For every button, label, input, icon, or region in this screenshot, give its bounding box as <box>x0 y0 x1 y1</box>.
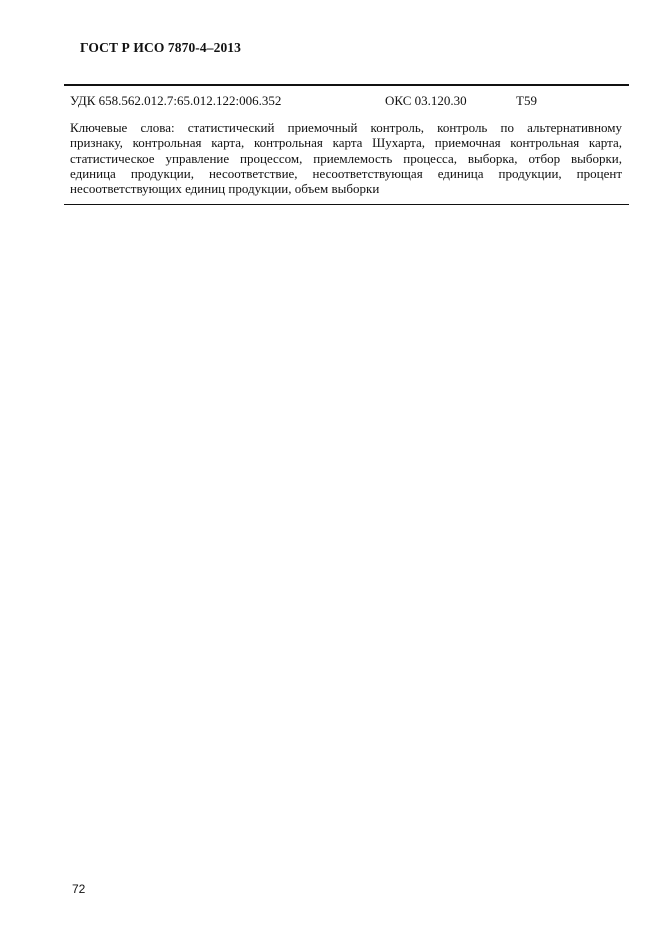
udk-code: УДК 658.562.012.7:65.012.122:006.352 <box>70 93 282 108</box>
keywords-line: Ключевые слова: статистический приемочный контроль, контроль по альтернативному <box>70 120 622 135</box>
keywords-line: несоответствующих единиц продукции, объем выборки <box>70 181 380 197</box>
classification-code: Т59 <box>516 93 537 108</box>
oks-code: ОКС 03.120.30 <box>385 93 467 108</box>
keywords-line: статистическое управление процессом, приемлемость процесса, выборка, отбор выборки, <box>70 150 622 166</box>
keywords-line: единица продукции, несоответствие, несоответствующая единица продукции, процент <box>70 165 622 181</box>
keywords-paragraph <box>70 120 622 196</box>
document-header-title: ГОСТ Р ИСО 7870-4–2013 <box>80 40 241 55</box>
top-divider <box>64 84 629 86</box>
bottom-divider <box>64 204 629 205</box>
keywords-line: признаку, контрольная карта, контрольная карта Шухарта, приемочная контрольная карта, <box>70 135 622 151</box>
page-number: 72 <box>72 882 86 896</box>
